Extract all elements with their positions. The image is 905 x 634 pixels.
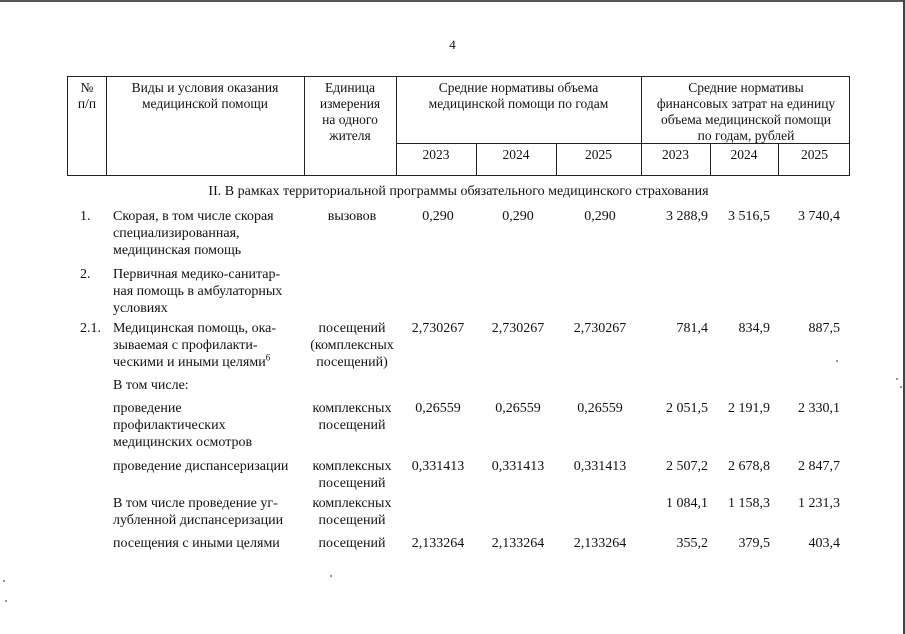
- volume-value: 2,730267: [491, 321, 545, 336]
- row-unit: [304, 535, 400, 552]
- header-unit-line: измерения: [319, 96, 381, 111]
- row-name-text: ная помощь в амбулаторных: [113, 284, 283, 299]
- header-cost-line: по годам, рублей: [697, 128, 795, 143]
- row-name: [113, 535, 308, 552]
- header-num-line: п/п: [77, 96, 97, 111]
- row-name-line: [113, 242, 308, 259]
- volume-value: 2,730267: [573, 321, 627, 336]
- row-name: [113, 495, 308, 529]
- volume-value: 2,133264: [573, 536, 627, 551]
- row-name-line: [113, 354, 308, 371]
- header-num: [68, 80, 106, 112]
- cost-value: 2 507,2: [666, 459, 708, 474]
- header-unit-line: жителя: [329, 128, 371, 143]
- scan-speck: [330, 575, 332, 577]
- volume-value: 0,26559: [577, 401, 623, 416]
- header-year: 2024: [730, 147, 758, 162]
- row-name: [113, 320, 308, 371]
- cost-value: 2 191,9: [728, 401, 770, 416]
- header-unit-line: Единица: [324, 80, 375, 95]
- cost-value: 3 740,4: [798, 209, 840, 224]
- row-name-line: [113, 400, 308, 417]
- row-name-text: проведение: [113, 401, 182, 416]
- row-name-text: зываемая с профилакти-: [113, 338, 258, 353]
- header-volume-line: медицинской помощи по годам: [428, 96, 609, 111]
- volume-value: 0,290: [584, 209, 616, 224]
- row-name-text: проведение диспансеризации: [113, 459, 289, 474]
- row-unit-line: комплексных: [312, 496, 392, 511]
- header-cost-line: Средние нормативы: [688, 80, 804, 95]
- row-name-text: условиях: [113, 301, 168, 316]
- volume-value: 2,730267: [411, 321, 465, 336]
- row-unit-line: посещений): [316, 355, 388, 370]
- header-cost: [641, 80, 851, 144]
- scan-speck: [3, 580, 5, 582]
- volume-value: 0,290: [502, 209, 534, 224]
- row-name-line: [113, 458, 308, 475]
- row-name-line: [113, 377, 308, 394]
- page-number: 4: [449, 37, 456, 52]
- cost-value: 2 847,7: [798, 459, 840, 474]
- scan-speck: [836, 360, 838, 362]
- row-name-text: В том числе проведение уг-: [113, 496, 278, 511]
- volume-value: 0,331413: [573, 459, 627, 474]
- row-name-line: [113, 535, 308, 552]
- header-cost-line: финансовых затрат на единицу: [656, 96, 836, 111]
- scan-top-edge: [0, 0, 905, 2]
- volume-value: 0,26559: [415, 401, 461, 416]
- row-name-text: Первичная медико-санитар-: [113, 267, 281, 282]
- scan-speck: [896, 378, 898, 380]
- row-name-line: [113, 283, 308, 300]
- row-unit-line: посещений: [318, 513, 386, 528]
- header-num-line: №: [80, 80, 94, 95]
- header-year: 2025: [801, 147, 828, 162]
- row-unit: [304, 320, 400, 371]
- row-name-text: ческими и иными целями: [113, 355, 266, 370]
- row-name-text: В том числе:: [113, 378, 189, 393]
- row-name-line: [113, 512, 308, 529]
- row-unit: [304, 208, 400, 225]
- cost-value: 2 330,1: [798, 401, 840, 416]
- row-number: 2.: [80, 267, 91, 282]
- cost-value: 379,5: [738, 536, 770, 551]
- row-unit-line: посещений: [318, 418, 386, 433]
- cost-value: 3 288,9: [666, 209, 708, 224]
- row-number: 1.: [80, 209, 91, 224]
- row-name-line: [113, 225, 308, 242]
- row-unit: [304, 400, 400, 434]
- cost-value: 1 231,3: [798, 496, 840, 511]
- header-unit-line: на одного: [322, 112, 378, 127]
- row-name: [113, 458, 308, 475]
- cost-value: 2 051,5: [666, 401, 708, 416]
- row-name: [113, 377, 308, 394]
- scan-speck: [900, 386, 902, 388]
- row-name-text: медицинская помощь: [113, 243, 242, 258]
- row-name: [113, 400, 308, 451]
- row-unit-line: посещений: [318, 536, 386, 551]
- row-name-text: Медицинская помощь, ока-: [113, 321, 277, 336]
- row-name-line: [113, 495, 308, 512]
- volume-value: 0,26559: [495, 401, 541, 416]
- cost-value: 403,4: [808, 536, 840, 551]
- row-name-line: [113, 300, 308, 317]
- row-name-line: [113, 208, 308, 225]
- cost-value: 781,4: [676, 321, 708, 336]
- header-kind-line: Виды и условия оказания: [131, 80, 279, 95]
- row-unit-line: посещений: [318, 476, 386, 491]
- row-name-line: [113, 266, 308, 283]
- volume-value: 2,133264: [411, 536, 465, 551]
- volume-value: 2,133264: [491, 536, 545, 551]
- row-name-text: лубленной диспансеризации: [113, 513, 284, 528]
- row-name-line: [113, 320, 308, 337]
- section-title: II. В рамках территориальной программы обязательного медицинского страхования: [208, 184, 709, 199]
- footnote-mark: 6: [265, 352, 271, 363]
- header-unit: [304, 80, 396, 144]
- cost-value: 2 678,8: [728, 459, 770, 474]
- row-number: 2.1.: [80, 321, 101, 336]
- header-year: 2023: [662, 147, 689, 162]
- row-unit-line: вызовов: [327, 209, 377, 224]
- row-unit-line: посещений: [318, 321, 386, 336]
- header-kind-line: медицинской помощи: [142, 96, 268, 111]
- row-name-text: профилактических: [113, 418, 226, 433]
- header-volume-line: Средние нормативы объема: [438, 80, 599, 95]
- row-unit-line: комплексных: [312, 459, 392, 474]
- cost-value: 355,2: [676, 536, 708, 551]
- cost-value: 887,5: [808, 321, 840, 336]
- header-year: 2024: [502, 147, 530, 162]
- header-year: 2025: [585, 147, 612, 162]
- row-name-text: специализированная,: [113, 226, 240, 241]
- header-kind: [106, 80, 304, 112]
- table-header: [67, 76, 850, 176]
- row-unit: [304, 495, 400, 529]
- volume-value: 0,290: [422, 209, 454, 224]
- row-name-line: [113, 337, 308, 354]
- row-name-line: [113, 434, 308, 451]
- row-unit-line: комплексных: [312, 401, 392, 416]
- row-name: [113, 208, 308, 259]
- row-name: [113, 266, 308, 317]
- header-volume: [396, 80, 641, 112]
- row-name-line: [113, 417, 308, 434]
- cost-value: 1 158,3: [728, 496, 770, 511]
- header-year: 2023: [422, 147, 450, 162]
- scan-speck: [5, 600, 7, 602]
- volume-value: 0,331413: [411, 459, 465, 474]
- cost-value: 3 516,5: [728, 209, 770, 224]
- row-name-text: посещения с иными целями: [113, 536, 280, 551]
- row-unit: [304, 458, 400, 492]
- volume-value: 0,331413: [491, 459, 545, 474]
- cost-value: 834,9: [738, 321, 770, 336]
- row-name-text: Скорая, в том числе скорая: [113, 209, 274, 224]
- row-unit-line: (комплексных: [310, 338, 394, 353]
- row-name-text: медицинских осмотров: [113, 435, 253, 450]
- header-cost-line: объема медицинской помощи: [660, 112, 832, 127]
- cost-value: 1 084,1: [666, 496, 708, 511]
